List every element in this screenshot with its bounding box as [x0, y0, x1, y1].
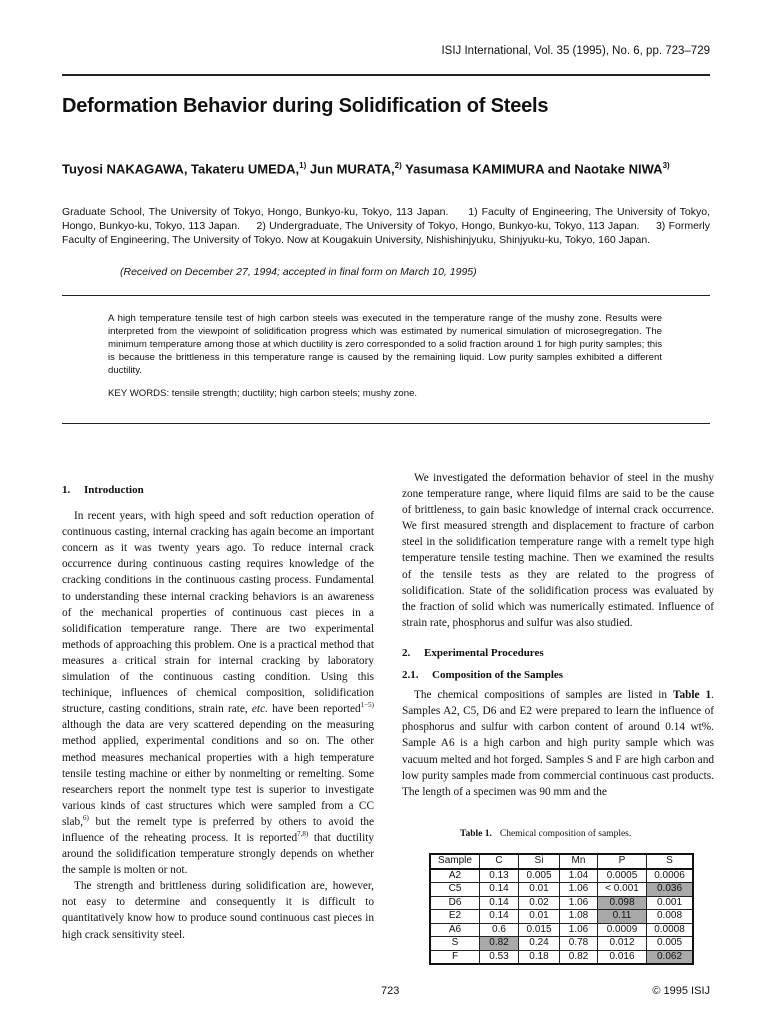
intro-paragraph-2: The strength and brittleness during solidification are, however, not easy to determine and consequently it is difficult to quantitatively know how to produce sound continuous cast pieces in high crack sensitivity steel. [62, 880, 374, 941]
table-header-row [430, 854, 693, 869]
section-title: Experimental Procedures [424, 646, 544, 659]
table-cell: 0.0009 [598, 923, 647, 937]
section-number: 1. [62, 484, 71, 496]
table-cell: 0.005 [519, 869, 560, 883]
left-column [62, 482, 374, 943]
abstract-bottom-rule [62, 423, 710, 424]
text-run: In recent years, with high speed and soft reduction operation of continuous casting, internal cracking has again become an important concern as it was twenty years ago. To reduce internal crack occurrence during continuous casting requires knowledge of the cracking conditions in the continuous casting process. Fundamental to understanding these internal cracking behaviors is an awareness of the mechanical properties of continuous cast pieces in a solidification temperature range. There are two experimental methods of approaching this problem. One is a practical method that measures a critical strain for internal cracking by laboratory simulation of the continuous casting condition. Using this techinique, influences of chemical composition, solidification structure, casting conditions, strain rate, [62, 510, 374, 716]
intro-paragraph-3: We investigated the deformation behavior of steel in the mushy zone temperature range, where liquid films are said to be the cause of brittleness, to gain basic knowledge of internal crack occurrence. We first measured strength and displacement to fracture of carbon steel in the solidification temperature range with a remelt type high temperature tensile testing machine. Then we examined the results of the tensile tests as they are related to the progress of solidification. State of the solidification process was evaluated by the fraction of solid which was numerically estimated. Influence of strain rate, phosphorus and sulfur was also studied. [402, 472, 714, 629]
page-number: 723 [381, 985, 400, 997]
section-title: Composition of the Samples [432, 669, 564, 682]
table-cell: 0.0008 [647, 923, 694, 937]
table-cell: 1.06 [560, 923, 598, 937]
section-heading-experimental-procedures [402, 645, 714, 661]
text-run: that ductility around the solidification temperature strongly depends on whether the sample is molten or not. [62, 831, 374, 877]
citation-mark: 6) [83, 814, 89, 823]
table-cell-highlighted: 0.036 [647, 883, 694, 897]
column-header: Si [519, 854, 560, 869]
table-cell: A6 [430, 923, 480, 937]
received-dates [120, 266, 477, 278]
table-cell: 0.02 [519, 896, 560, 910]
copyright-notice: © 1995 ISIJ [652, 985, 710, 997]
header-rule [62, 74, 710, 76]
table-row [430, 883, 693, 897]
text-run: have been reported [267, 703, 361, 716]
table-cell: 0.01 [519, 883, 560, 897]
table-row [430, 869, 693, 883]
table-row [430, 910, 693, 924]
table-row [430, 937, 693, 951]
intro-paragraph-1 [62, 508, 374, 878]
received-text: (Received on December 27, 1994; accepted in final form on March 10, 1995) [120, 266, 477, 278]
journal-citation: ISIJ International, Vol. 35 (1995), No. 6, pp. 723–729 [441, 45, 710, 57]
table-cell: A2 [430, 869, 480, 883]
citation-mark: 7,8) [297, 830, 309, 839]
table-cell: < 0.001 [598, 883, 647, 897]
table-caption-text: Chemical composition of samples. [499, 829, 632, 839]
table-cell: 0.18 [519, 950, 560, 964]
table-label: Table 1. [460, 829, 492, 839]
table-cell: 0.14 [480, 896, 519, 910]
right-column [402, 470, 714, 800]
table-cell: 0.001 [647, 896, 694, 910]
section-number: 2. [402, 646, 411, 659]
text-run: but the remelt type is preferred by others to avoid the influence of the reheating process. It is reported [62, 815, 374, 844]
table-cell: 1.06 [560, 883, 598, 897]
section-number: 2.1. [402, 669, 419, 682]
table-cell: 0.78 [560, 937, 598, 951]
abstract-top-rule [62, 295, 710, 296]
author-affiliation-mark: 3) [662, 161, 670, 170]
table-cell: 1.08 [560, 910, 598, 924]
table-reference: Table 1 [672, 689, 712, 702]
table-row [430, 950, 693, 964]
table-cell: 0.005 [647, 937, 694, 951]
paper-title: Deformation Behavior during Solidification of Steels [62, 95, 549, 117]
text-run: The chemical compositions of samples are listed in [414, 689, 673, 702]
author-name: Jun MURATA, [306, 161, 395, 177]
text-run-italic: etc. [251, 703, 268, 716]
table-cell-highlighted: 0.11 [598, 910, 647, 924]
table-cell: 1.04 [560, 869, 598, 883]
text-run: . Samples A2, C5, D6 and E2 were prepared to learn the influence of phosphorus and sulfur with carbon content of around 0.14 wt%. Sample A6 is a high carbon and high purity sample which was vacuum melted and hot forged. Samples S and F are high carbon and low purity samples made from commercial continuous cast products. The length of a specimen was 90 mm and the [402, 689, 714, 798]
table-cell: 0.008 [647, 910, 694, 924]
table-cell: F [430, 950, 480, 964]
abstract: A high temperature tensile test of high carbon steels was executed in the temperature range of the mushy zone. Results were interpreted from the viewpoint of solidification progress which was estimated by numerical simulation of microsegregation. The minimum temperature among those at which ductility is zero corresponded to a solid fraction around 1 for high purity samples; this is because the brittleness in this temperature range is caused by the remaining liquid. Low purity samples exhibited a different ductility. [108, 313, 662, 376]
table-cell: 0.14 [480, 883, 519, 897]
composition-paragraph [402, 687, 714, 800]
table-cell: 0.53 [480, 950, 519, 964]
table-row [430, 923, 693, 937]
table-cell: 0.14 [480, 910, 519, 924]
keywords: KEY WORDS: tensile strength; ductility; high carbon steels; mushy zone. [108, 388, 418, 399]
section-title: Introduction [84, 484, 144, 496]
author-list [62, 158, 710, 177]
table-cell: 0.82 [560, 950, 598, 964]
column-header: Sample [430, 854, 480, 869]
author-affiliation-mark: 2) [394, 161, 402, 170]
column-header: S [647, 854, 694, 869]
table-cell: 0.01 [519, 910, 560, 924]
author-name: Yasumasa KAMIMURA and Naotake NIWA [401, 161, 663, 177]
section-heading-introduction [62, 482, 374, 498]
table-cell: C5 [430, 883, 480, 897]
citation-mark: 1−5) [360, 701, 374, 710]
author-name: Tuyosi NAKAGAWA, [62, 161, 188, 177]
column-header: C [480, 854, 519, 869]
subsection-heading-composition [402, 667, 714, 683]
table-row [430, 896, 693, 910]
composition-table [429, 853, 694, 965]
table-cell: 1.06 [560, 896, 598, 910]
table-cell: 0.015 [519, 923, 560, 937]
table-cell: E2 [430, 910, 480, 924]
table-cell: 0.012 [598, 937, 647, 951]
affiliations: Graduate School, The University of Tokyo, Hongo, Bunkyo-ku, Tokyo, 113 Japan. 1) Faculty of Engineering, The University of Tokyo, Hongo, Bunkyo-ku, Tokyo, 113 Japan. 2) Undergraduate, The University of Tokyo, Hongo, Bunkyo-ku, Tokyo, 113 Japan. 3) Formerly Faculty of Engineering, The University of Tokyo. Now at Kougakuin University, Nishishinjyuku, Shinjyuku-ku, Tokyo, 160 Japan. [62, 206, 713, 247]
table-cell: 0.6 [480, 923, 519, 937]
column-header: P [598, 854, 647, 869]
table-cell: 0.016 [598, 950, 647, 964]
table-cell: 0.0005 [598, 869, 647, 883]
text-run: although the data are very scattered depending on the measuring method applied, experimental conditions and so on. The other method measures mechanical properties with a high temperature tensile testing machine or either by nonmelting or remelting. Some researchers report the nonmelt type test is superior to investigate various kinds of cast structures which were sampled from a CC slab, [62, 719, 374, 828]
table-cell: D6 [430, 896, 480, 910]
author-affiliation-mark: 1) [299, 161, 307, 170]
table-cell-highlighted: 0.82 [480, 937, 519, 951]
table-cell: S [430, 937, 480, 951]
table-cell-highlighted: 0.062 [647, 950, 694, 964]
column-header: Mn [560, 854, 598, 869]
table-caption [460, 829, 631, 839]
table-cell: 0.24 [519, 937, 560, 951]
table-cell: 0.0006 [647, 869, 694, 883]
table-cell-highlighted: 0.098 [598, 896, 647, 910]
table-cell: 0.13 [480, 869, 519, 883]
author-name: Takateru UMEDA, [187, 161, 300, 177]
